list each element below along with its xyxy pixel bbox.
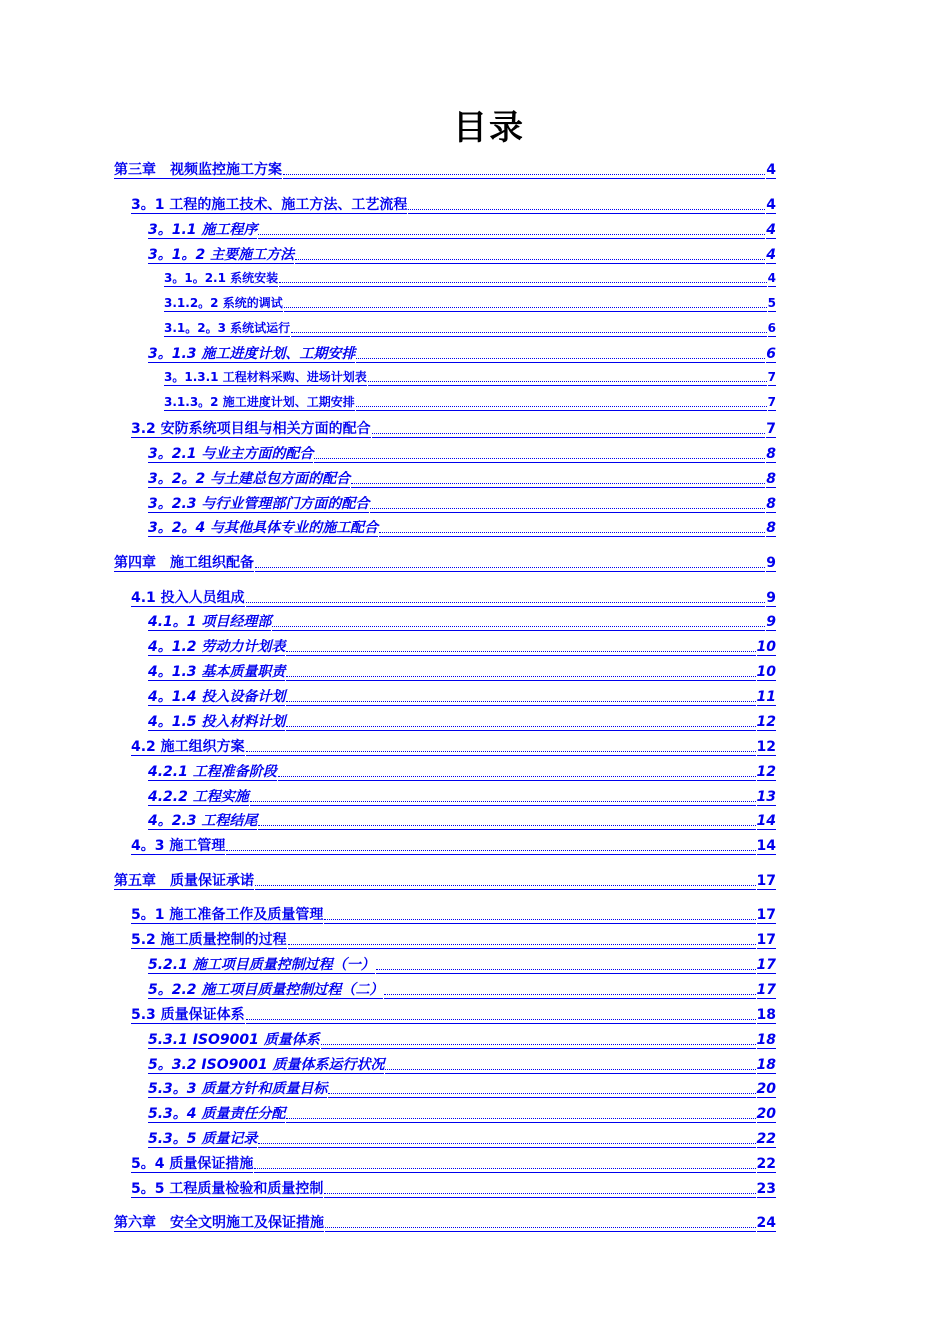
toc-dot-leader xyxy=(226,849,755,851)
toc-page-number: 17 xyxy=(756,873,776,889)
toc-page-number: 11 xyxy=(756,689,776,705)
toc-page-number: 8 xyxy=(766,471,776,487)
toc-entry-title: 3。1。2 主要施工方法 xyxy=(148,247,295,263)
toc-entry-title: 5.3.1 ISO9001 质量体系 xyxy=(148,1032,320,1048)
toc-page-number: 14 xyxy=(756,838,776,854)
toc-entry-title: 5.2 施工质量控制的过程 xyxy=(131,932,287,948)
toc-page-number: 4 xyxy=(767,271,776,285)
toc-entry-title: 5.3 质量保证体系 xyxy=(131,1007,245,1023)
toc-entry-title: 4.1。1 项目经理部 xyxy=(148,614,272,630)
toc-page-number: 20 xyxy=(756,1106,776,1122)
toc-entry[interactable] xyxy=(131,907,776,924)
toc-entry-title: 5.2.1 施工项目质量控制过程（一） xyxy=(148,957,375,973)
toc-dot-leader xyxy=(278,775,756,777)
toc-dot-leader xyxy=(255,884,756,886)
toc-page-number: 17 xyxy=(756,907,776,923)
toc-page-number: 12 xyxy=(756,714,776,730)
toc-title: 目录 xyxy=(453,108,525,148)
toc-dot-leader xyxy=(295,258,765,260)
toc-entry[interactable] xyxy=(131,421,776,438)
toc-dot-leader xyxy=(324,1192,755,1194)
toc-dot-leader xyxy=(279,281,767,283)
toc-dot-leader xyxy=(286,725,755,727)
toc-page-number: 4 xyxy=(766,197,776,213)
toc-entry[interactable] xyxy=(131,739,776,756)
toc-page-number: 8 xyxy=(766,446,776,462)
toc-entry-title: 3。1 工程的施工技术、施工方法、工艺流程 xyxy=(131,197,408,213)
toc-page-number: 4 xyxy=(766,247,776,263)
toc-page-number: 14 xyxy=(756,813,776,829)
toc-dot-leader xyxy=(385,1068,755,1070)
toc-dot-leader xyxy=(356,405,767,407)
toc-entry[interactable] xyxy=(148,714,776,731)
toc-dot-leader xyxy=(324,918,755,920)
toc-dot-leader xyxy=(258,1142,755,1144)
toc-entry-title: 第五章 质量保证承诺 xyxy=(114,873,254,889)
toc-page-number: 12 xyxy=(756,764,776,780)
toc-entry-title: 4。1.3 基本质量职责 xyxy=(148,664,286,680)
toc-entry[interactable] xyxy=(114,555,776,572)
toc-entry-title: 3。2。4 与其他具体专业的施工配合 xyxy=(148,520,379,536)
toc-entry-title: 5。4 质量保证措施 xyxy=(131,1156,254,1172)
toc-page-number: 17 xyxy=(756,982,776,998)
toc-page-number: 20 xyxy=(756,1081,776,1097)
toc-entry-title: 5。1 施工准备工作及质量管理 xyxy=(131,907,324,923)
toc-dot-leader xyxy=(258,824,755,826)
toc-entry-title: 3。1.3 施工进度计划、工期安排 xyxy=(148,346,356,362)
toc-entry[interactable] xyxy=(131,590,776,607)
toc-entry[interactable] xyxy=(131,932,776,949)
toc-dot-leader xyxy=(288,943,756,945)
toc-page-number: 7 xyxy=(766,421,776,437)
toc-entry[interactable] xyxy=(148,689,776,706)
toc-page-number: 24 xyxy=(756,1215,776,1231)
toc-entry[interactable] xyxy=(148,614,776,631)
toc-entry-title: 4。3 施工管理 xyxy=(131,838,226,854)
toc-page-number: 18 xyxy=(756,1032,776,1048)
toc-entry[interactable] xyxy=(164,396,776,411)
toc-entry-title: 4。1.5 投入材料计划 xyxy=(148,714,286,730)
toc-dot-leader xyxy=(284,306,767,308)
toc-entry-title: 3。1.1 施工程序 xyxy=(148,222,258,238)
toc-page-number: 22 xyxy=(756,1131,776,1147)
toc-dot-leader xyxy=(246,1018,756,1020)
toc-entry[interactable] xyxy=(148,789,776,806)
toc-dot-leader xyxy=(254,1167,755,1169)
toc-dot-leader xyxy=(286,675,755,677)
toc-entry-title: 5。2.2 施工项目质量控制过程（二） xyxy=(148,982,384,998)
toc-entry[interactable] xyxy=(148,520,776,537)
toc-dot-leader xyxy=(272,625,765,627)
toc-dot-leader xyxy=(283,173,765,175)
toc-dot-leader xyxy=(351,482,765,484)
toc-page-number: 7 xyxy=(767,395,776,409)
toc-entry-title: 5.3。5 质量记录 xyxy=(148,1131,258,1147)
toc-entry[interactable] xyxy=(148,764,776,781)
toc-page-number: 23 xyxy=(756,1181,776,1197)
toc-entry[interactable] xyxy=(148,1081,776,1098)
toc-page-number: 4 xyxy=(766,162,776,178)
toc-dot-leader xyxy=(258,233,765,235)
toc-dot-leader xyxy=(250,800,756,802)
toc-page-number: 18 xyxy=(756,1057,776,1073)
toc-entry-title: 4.1 投入人员组成 xyxy=(131,590,245,606)
toc-entry[interactable] xyxy=(148,446,776,463)
toc-page-number: 10 xyxy=(756,639,776,655)
toc-page-number: 9 xyxy=(766,590,776,606)
toc-page-number: 10 xyxy=(756,664,776,680)
toc-entry[interactable] xyxy=(164,371,776,386)
toc-entry-title: 5。5 工程质量检验和质量控制 xyxy=(131,1181,324,1197)
toc-entry-title: 5。3.2 ISO9001 质量体系运行状况 xyxy=(148,1057,385,1073)
toc-entry-title: 3.1.2。2 系统的调试 xyxy=(164,296,283,310)
toc-dot-leader xyxy=(370,507,765,509)
toc-page-number: 6 xyxy=(766,346,776,362)
toc-entry[interactable] xyxy=(148,1131,776,1148)
toc-dot-leader xyxy=(368,380,767,382)
toc-entry[interactable] xyxy=(131,197,776,214)
toc-dot-leader xyxy=(286,700,755,702)
toc-entry[interactable] xyxy=(148,957,776,974)
toc-entry[interactable] xyxy=(148,471,776,488)
toc-page-number: 13 xyxy=(756,789,776,805)
toc-page-number: 4 xyxy=(766,222,776,238)
toc-entry[interactable] xyxy=(148,1106,776,1123)
toc-dot-leader xyxy=(286,650,755,652)
toc-dot-leader xyxy=(376,968,756,970)
toc-entry-title: 5.3。4 质量责任分配 xyxy=(148,1106,286,1122)
toc-dot-leader xyxy=(384,993,755,995)
toc-entry-title: 3.2 安防系统项目组与相关方面的配合 xyxy=(131,421,371,437)
toc-entry[interactable] xyxy=(148,813,776,830)
toc-entry[interactable] xyxy=(148,496,776,513)
toc-dot-leader xyxy=(356,357,765,359)
toc-entry[interactable] xyxy=(131,1007,776,1024)
toc-dot-leader xyxy=(255,566,765,568)
toc-entry-title: 4.2.1 工程准备阶段 xyxy=(148,764,277,780)
toc-entry-title: 4。1.4 投入设备计划 xyxy=(148,689,286,705)
toc-page-number: 7 xyxy=(767,370,776,384)
toc-dot-leader xyxy=(314,457,765,459)
toc-entry[interactable] xyxy=(148,982,776,999)
toc-entry[interactable] xyxy=(131,838,776,855)
toc-dot-leader xyxy=(372,432,766,434)
toc-dot-leader xyxy=(328,1092,755,1094)
toc-entry-title: 第六章 安全文明施工及保证措施 xyxy=(114,1215,324,1231)
toc-entry[interactable] xyxy=(131,1181,776,1198)
toc-entry[interactable] xyxy=(148,222,776,239)
toc-page-number: 9 xyxy=(766,614,776,630)
toc-entry[interactable] xyxy=(148,1057,776,1074)
toc-entry[interactable] xyxy=(164,272,776,287)
toc-dot-leader xyxy=(379,531,765,533)
toc-dot-leader xyxy=(325,1226,756,1228)
toc-entry[interactable] xyxy=(114,873,776,890)
toc-entry[interactable] xyxy=(148,247,776,264)
toc-entry-title: 3.1。2。3 系统试运行 xyxy=(164,321,291,335)
toc-page-number: 5 xyxy=(767,296,776,310)
toc-entry[interactable] xyxy=(164,297,776,312)
toc-entry-title: 3。2.3 与行业管理部门方面的配合 xyxy=(148,496,370,512)
toc-entry[interactable] xyxy=(114,1215,776,1232)
toc-entry[interactable] xyxy=(148,346,776,363)
toc-entry-title: 4.2.2 工程实施 xyxy=(148,789,249,805)
toc-entry-title: 3。2。2 与土建总包方面的配合 xyxy=(148,471,351,487)
toc-entry-title: 3。1。2.1 系统安装 xyxy=(164,271,279,285)
toc-page-number: 12 xyxy=(756,739,776,755)
toc-dot-leader xyxy=(246,601,766,603)
toc-page-number: 17 xyxy=(756,957,776,973)
toc-entry-title: 3。2.1 与业主方面的配合 xyxy=(148,446,314,462)
toc-entry[interactable] xyxy=(164,322,776,337)
toc-entry[interactable] xyxy=(148,639,776,656)
toc-entry-title: 4.2 施工组织方案 xyxy=(131,739,245,755)
toc-entry[interactable] xyxy=(114,162,776,179)
toc-page-number: 9 xyxy=(766,555,776,571)
toc-entry-title: 5.3。3 质量方针和质量目标 xyxy=(148,1081,328,1097)
toc-entry-title: 4。2.3 工程结尾 xyxy=(148,813,258,829)
toc-dot-leader xyxy=(321,1043,756,1045)
toc-dot-leader xyxy=(246,750,756,752)
toc-page-number: 17 xyxy=(756,932,776,948)
toc-entry-title: 第三章 视频监控施工方案 xyxy=(114,162,282,178)
toc-page-number: 22 xyxy=(756,1156,776,1172)
toc-page-number: 8 xyxy=(766,520,776,536)
toc-entry[interactable] xyxy=(148,664,776,681)
toc-dot-leader xyxy=(286,1117,755,1119)
toc-dot-leader xyxy=(408,208,765,210)
toc-page-number: 8 xyxy=(766,496,776,512)
toc-entry-title: 3。1.3.1 工程材料采购、进场计划表 xyxy=(164,370,367,384)
toc-dot-leader xyxy=(291,331,767,333)
toc-page-number: 18 xyxy=(756,1007,776,1023)
toc-entry-title: 第四章 施工组织配备 xyxy=(114,555,254,571)
toc-entry[interactable] xyxy=(131,1156,776,1173)
toc-entry-title: 3.1.3。2 施工进度计划、工期安排 xyxy=(164,395,355,409)
toc-entry-title: 4。1.2 劳动力计划表 xyxy=(148,639,286,655)
toc-page-number: 6 xyxy=(767,321,776,335)
toc-entry[interactable] xyxy=(148,1032,776,1049)
